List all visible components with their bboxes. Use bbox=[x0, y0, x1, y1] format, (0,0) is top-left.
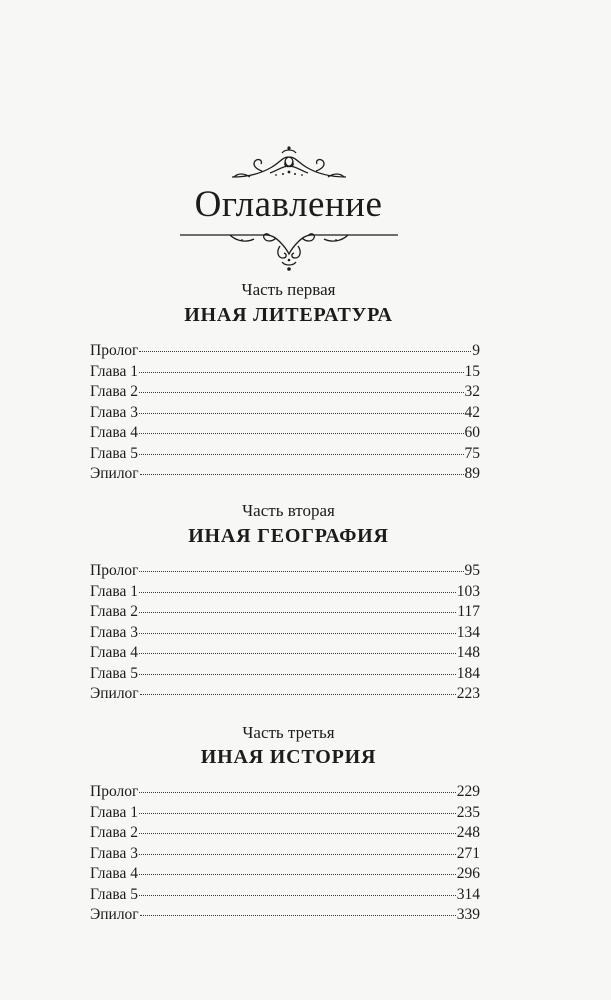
entry-title: Глава 3 bbox=[90, 844, 139, 862]
dot-leader bbox=[139, 895, 456, 896]
entry-page: 339 bbox=[456, 906, 480, 923]
entry-page: 248 bbox=[456, 824, 480, 841]
toc-entry[interactable] bbox=[90, 423, 480, 444]
dot-leader bbox=[139, 854, 456, 855]
dot-leader bbox=[139, 674, 456, 675]
entry-page: 89 bbox=[464, 465, 480, 482]
toc-entry[interactable] bbox=[90, 362, 480, 383]
entry-page: 42 bbox=[464, 403, 480, 421]
toc-entry[interactable] bbox=[90, 844, 480, 865]
dot-leader bbox=[139, 592, 456, 593]
toc-entry[interactable] bbox=[90, 623, 480, 644]
entry-title: Глава 4 bbox=[90, 644, 139, 661]
entry-title: Глава 2 bbox=[90, 824, 139, 841]
entry-title: Глава 4 bbox=[90, 424, 139, 441]
entry-page: 229 bbox=[456, 783, 480, 800]
toc-entry[interactable] bbox=[90, 341, 480, 362]
entry-title: Эпилог bbox=[90, 685, 139, 702]
part-2-toc bbox=[90, 561, 480, 705]
dot-leader bbox=[139, 633, 456, 634]
toc-entry[interactable] bbox=[90, 643, 480, 664]
toc-entry[interactable] bbox=[90, 823, 480, 844]
part-3-label: Часть третья bbox=[242, 723, 335, 742]
entry-title: Пролог bbox=[90, 342, 139, 359]
dot-leader bbox=[139, 792, 455, 793]
entry-title: Эпилог bbox=[90, 906, 139, 923]
toc-entry[interactable] bbox=[90, 885, 480, 906]
entry-page: 32 bbox=[464, 383, 480, 400]
entry-page: 75 bbox=[464, 444, 480, 462]
part-3-name: ИНАЯ ИСТОРИЯ bbox=[200, 746, 377, 768]
dot-leader bbox=[139, 813, 456, 814]
entry-title: Глава 5 bbox=[90, 664, 139, 682]
entry-title: Глава 3 bbox=[90, 623, 139, 641]
entry-page: 314 bbox=[456, 885, 480, 903]
part-1-toc bbox=[90, 341, 480, 485]
entry-title: Пролог bbox=[90, 783, 139, 800]
dot-leader bbox=[139, 392, 463, 393]
entry-title: Глава 1 bbox=[90, 582, 139, 600]
toc-entry[interactable] bbox=[90, 782, 480, 803]
entry-title: Глава 3 bbox=[90, 403, 139, 421]
dot-leader bbox=[139, 571, 463, 572]
part-3-toc bbox=[90, 782, 480, 926]
entry-title: Глава 2 bbox=[90, 603, 139, 620]
entry-page: 296 bbox=[456, 865, 480, 882]
part-1-label: Часть первая bbox=[241, 280, 336, 299]
toc-entry[interactable] bbox=[90, 905, 480, 926]
entry-page: 117 bbox=[457, 603, 480, 620]
entry-page: 95 bbox=[464, 562, 480, 579]
part-2-label: Часть вторая bbox=[242, 501, 335, 520]
entry-title: Пролог bbox=[90, 562, 139, 579]
toc-entry[interactable] bbox=[90, 464, 480, 485]
toc-entry[interactable] bbox=[90, 602, 480, 623]
dot-leader bbox=[139, 612, 456, 613]
part-2-name: ИНАЯ ГЕОГРАФИЯ bbox=[188, 525, 389, 547]
entry-title: Глава 5 bbox=[90, 885, 139, 903]
entry-page: 15 bbox=[464, 362, 480, 380]
bottom-ornament-icon bbox=[0, 224, 611, 276]
entry-title: Глава 1 bbox=[90, 362, 139, 380]
page-title: Оглавление bbox=[194, 184, 383, 225]
entry-title: Эпилог bbox=[90, 465, 139, 482]
toc-entry[interactable] bbox=[90, 664, 480, 685]
dot-leader bbox=[139, 372, 463, 373]
entry-title: Глава 4 bbox=[90, 865, 139, 882]
toc-entry[interactable] bbox=[90, 864, 480, 885]
entry-page: 148 bbox=[456, 644, 480, 661]
entry-page: 9 bbox=[472, 342, 480, 359]
toc-entry[interactable] bbox=[90, 403, 480, 424]
top-ornament-icon bbox=[0, 143, 611, 187]
dot-leader bbox=[140, 474, 464, 475]
dot-leader bbox=[139, 351, 471, 352]
dot-leader bbox=[139, 833, 456, 834]
dot-leader bbox=[139, 454, 463, 455]
toc-entry[interactable] bbox=[90, 561, 480, 582]
dot-leader bbox=[139, 433, 463, 434]
entry-title: Глава 2 bbox=[90, 383, 139, 400]
entry-title: Глава 1 bbox=[90, 803, 139, 821]
entry-title: Глава 5 bbox=[90, 444, 139, 462]
entry-page: 134 bbox=[456, 623, 480, 641]
entry-page: 223 bbox=[456, 685, 480, 702]
part-1-name: ИНАЯ ЛИТЕРАТУРА bbox=[184, 304, 393, 326]
entry-page: 103 bbox=[456, 582, 480, 600]
toc-entry[interactable] bbox=[90, 582, 480, 603]
dot-leader bbox=[140, 694, 456, 695]
dot-leader bbox=[139, 874, 456, 875]
entry-page: 235 bbox=[456, 803, 480, 821]
entry-page: 60 bbox=[464, 424, 480, 441]
entry-page: 271 bbox=[456, 844, 480, 862]
toc-entry[interactable] bbox=[90, 444, 480, 465]
toc-entry[interactable] bbox=[90, 803, 480, 824]
dot-leader bbox=[139, 653, 456, 654]
toc-entry[interactable] bbox=[90, 684, 480, 705]
dot-leader bbox=[139, 413, 463, 414]
entry-page: 184 bbox=[456, 664, 480, 682]
toc-entry[interactable] bbox=[90, 382, 480, 403]
dot-leader bbox=[140, 915, 456, 916]
